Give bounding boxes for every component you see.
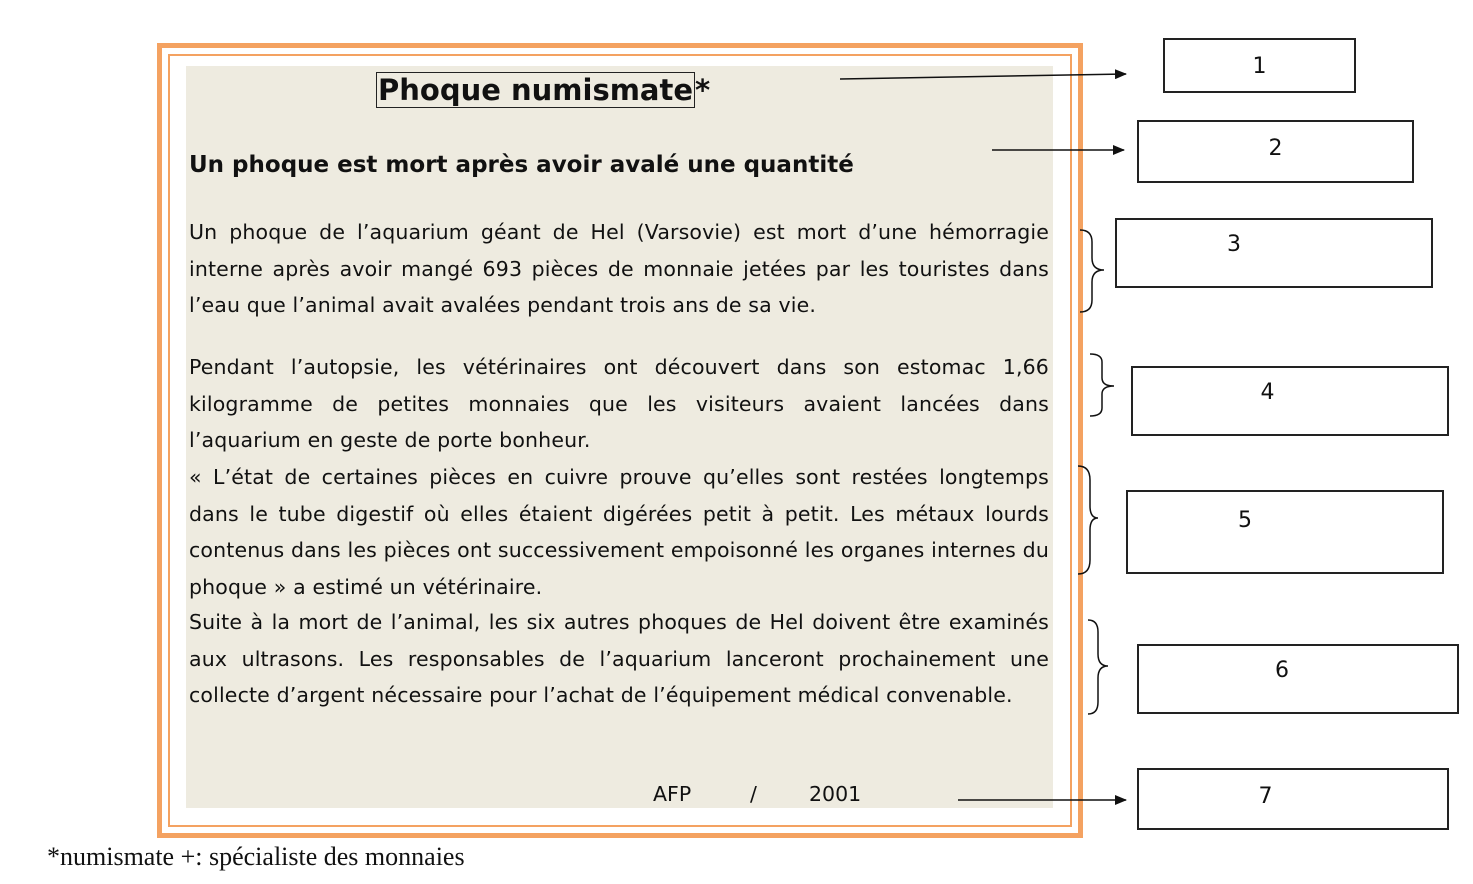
source-year: 2001 — [809, 782, 862, 806]
paragraph-4: Suite à la mort de l’animal, les six autres phoques de Hel doivent être examinés aux ultrasons. Les responsables de l’aquarium lanceront prochainement une collecte d’argent nécessaire pour l’achat de l’équipement médical convenable. — [189, 610, 1049, 707]
title-asterisk: * — [695, 73, 711, 107]
brace-3 — [1080, 230, 1104, 312]
answer-box-number: 4 — [1260, 380, 1275, 405]
paragraph-2: Pendant l’autopsie, les vétérinaires ont découvert dans son estomac 1,66 kilogramme de petites monnaies que les visiteurs avaient lancées dans l’aquarium en geste de porte bonheur. — [189, 355, 1049, 452]
answer-box-number: 7 — [1258, 784, 1273, 809]
answer-box-number: 6 — [1275, 658, 1289, 683]
answer-box-number: 2 — [1268, 136, 1283, 161]
answer-box-number: 1 — [1252, 54, 1267, 79]
source-agency: AFP — [653, 782, 692, 806]
paragraph-3: « L’état de certaines pièces en cuivre prouve qu’elles sont restées longtemps dans le tube digestif où elles étaient digérées petit à petit. Les métaux lourds contenus dans les pièces ont successivement empoisonné les organes internes du phoque » a estimé un vétérinaire. — [189, 465, 1049, 599]
brace-6 — [1088, 620, 1108, 714]
brace-4 — [1090, 354, 1114, 416]
article-title-text: Phoque numismate — [378, 73, 694, 107]
answer-box-number: 3 — [1227, 232, 1241, 257]
answer-box-number: 5 — [1238, 508, 1252, 533]
article-subtitle: Un phoque est mort après avoir avalé une quantité — [189, 152, 854, 178]
arrow-1 — [840, 74, 1126, 79]
paragraph-1: Un phoque de l’aquarium géant de Hel (Varsovie) est mort d’une hémorragie interne après avoir mangé 693 pièces de monnaie jetées par les touristes dans l’eau que l’animal avait avalées pendant trois ans de sa vie. — [189, 220, 1049, 317]
footnote: *numismate +: spécialiste des monnaies — [47, 842, 465, 871]
source-separator: / — [750, 782, 757, 806]
brace-5 — [1078, 466, 1098, 574]
